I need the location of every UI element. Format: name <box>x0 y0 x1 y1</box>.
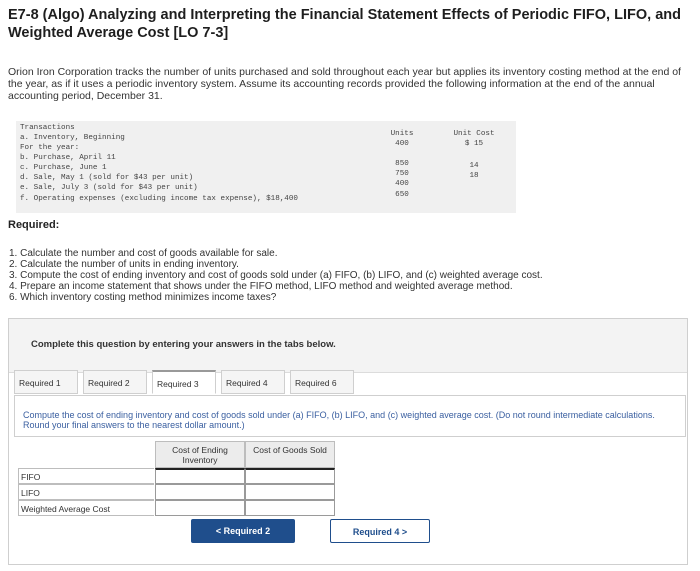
complete-instructions: Complete this question by entering your answers in the tabs below. <box>31 339 336 350</box>
transaction-units: 850 <box>395 160 409 168</box>
unit-cost-header: Unit Cost <box>453 130 495 138</box>
requirement-item: 1. Calculate the number and cost of goods available for sale. <box>9 248 278 259</box>
required-heading: Required: <box>8 219 60 231</box>
requirement-item: 2. Calculate the number of units in ending inventory. <box>9 259 239 270</box>
units-header: Units <box>390 130 414 138</box>
transaction-label: d. Sale, May 1 (sold for $43 per unit) <box>20 174 194 182</box>
tab-instructions: Compute the cost of ending inventory and cost of goods sold under (a) FIFO, (b) LIFO, and (c) weighted average cost. (Do not round intermediate calculations. Round your final answers to the nearest dollar amount.) <box>23 410 655 430</box>
complete-instructions-bar <box>9 319 687 373</box>
tab-required-3[interactable]: Required 3 <box>152 370 216 394</box>
tab-required-2[interactable]: Required 2 <box>83 370 147 394</box>
page-title: E7-8 (Algo) Analyzing and Interpreting the Financial Statement Effects of Periodic FIFO, LIFO, and Weighted Average Cost [LO 7-3] <box>8 7 681 41</box>
tab-instructions-box <box>14 395 686 437</box>
transaction-units: 650 <box>395 191 409 199</box>
requirement-item: 6. Which inventory costing method minimizes income taxes? <box>9 292 277 303</box>
transactions-table <box>16 121 516 213</box>
transaction-cost: 18 <box>469 172 479 180</box>
lifo-cogs-input[interactable] <box>245 484 335 500</box>
row-label-lifo: LIFO <box>18 484 154 500</box>
requirement-item: 4. Prepare an income statement that shows under the FIFO method, LIFO method and weighted average method. <box>9 281 513 292</box>
transaction-label: e. Sale, July 3 (sold for $43 per unit) <box>20 184 198 192</box>
fifo-ending-inventory-input[interactable] <box>155 468 245 484</box>
transaction-units: 400 <box>395 140 409 148</box>
fifo-cogs-input[interactable] <box>245 468 335 484</box>
transaction-label: f. Operating expenses (excluding income tax expense), $18,400 <box>20 195 298 203</box>
weighted-cogs-input[interactable] <box>245 500 335 516</box>
transaction-units: 750 <box>395 170 409 178</box>
tab-required-4[interactable]: Required 4 <box>221 370 285 394</box>
transactions-header: Transactions <box>20 124 75 132</box>
transaction-label: For the year: <box>20 144 80 152</box>
transaction-label: a. Inventory, Beginning <box>20 134 125 142</box>
prev-required-button[interactable]: < Required 2 <box>191 519 295 543</box>
transaction-cost: $ 15 <box>464 140 484 148</box>
intro-text: Orion Iron Corporation tracks the number of units purchased and sold throughout each year but applies its inventory costing method at the end of the year, as if it uses a periodic inventory system. Assume its accounting records provided the following information at the end of the annual accounting period, December 31. <box>8 66 681 102</box>
requirements-list <box>9 248 689 303</box>
tab-required-1[interactable]: Required 1 <box>14 370 78 394</box>
weighted-ending-inventory-input[interactable] <box>155 500 245 516</box>
tab-required-6[interactable]: Required 6 <box>290 370 354 394</box>
next-required-button[interactable]: Required 4 > <box>330 519 430 543</box>
lifo-ending-inventory-input[interactable] <box>155 484 245 500</box>
transaction-label: b. Purchase, April 11 <box>20 154 116 162</box>
transaction-label: c. Purchase, June 1 <box>20 164 107 172</box>
row-label-fifo: FIFO <box>18 468 154 484</box>
transaction-cost: 14 <box>469 162 479 170</box>
requirement-item: 3. Compute the cost of ending inventory and cost of goods sold under (a) FIFO, (b) LIFO, and (c) weighted average cost. <box>9 270 543 281</box>
row-label-weighted-average: Weighted Average Cost <box>18 500 154 516</box>
col-header-cogs: Cost of Goods Sold <box>245 441 335 468</box>
col-header-ending-inventory: Cost of Ending Inventory <box>155 441 245 468</box>
transaction-units: 400 <box>395 180 409 188</box>
